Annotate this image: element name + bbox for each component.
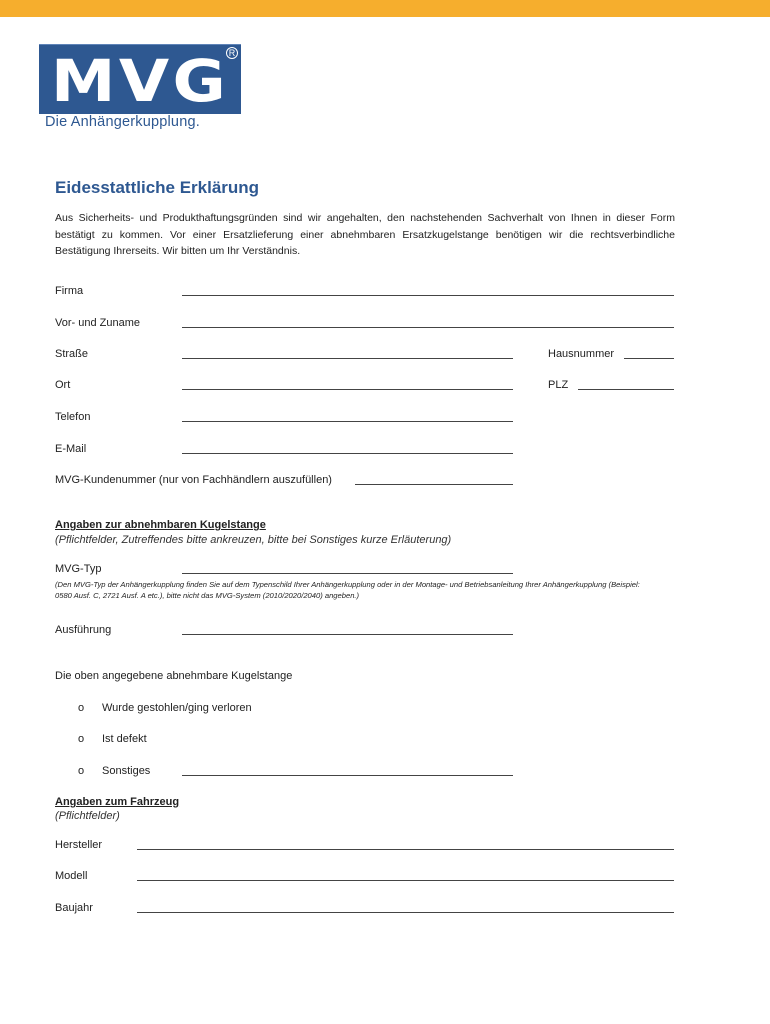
section-kugelstange-hint: (Pflichtfelder, Zutreffendes bitte ankreuzen, bitte bei Sonstiges kurze Erläuterung) bbox=[55, 534, 452, 546]
option-gestohlen: Wurde gestohlen/ging verloren bbox=[102, 702, 252, 714]
mvg-logo bbox=[39, 44, 241, 114]
option-defekt: Ist defekt bbox=[102, 733, 147, 745]
hausnummer-field[interactable] bbox=[624, 358, 674, 359]
email-field[interactable] bbox=[182, 453, 513, 454]
top-accent-bar bbox=[0, 0, 770, 17]
label-modell: Modell bbox=[55, 870, 88, 882]
registered-mark: R bbox=[226, 47, 238, 59]
label-email: E-Mail bbox=[55, 443, 87, 455]
mvg-typ-field[interactable] bbox=[182, 573, 513, 574]
name-field[interactable] bbox=[182, 327, 674, 328]
label-baujahr: Baujahr bbox=[55, 902, 93, 914]
label-telefon: Telefon bbox=[55, 411, 91, 423]
checkbox-defekt[interactable]: o bbox=[78, 733, 85, 745]
page-title: Eidesstattliche Erklärung bbox=[55, 178, 260, 197]
label-ort: Ort bbox=[55, 379, 71, 391]
checkbox-gestohlen[interactable]: o bbox=[78, 702, 85, 714]
hersteller-field[interactable] bbox=[137, 849, 674, 850]
kundennummer-field[interactable] bbox=[355, 484, 513, 485]
label-ausfuehrung: Ausführung bbox=[55, 624, 112, 636]
telefon-field[interactable] bbox=[182, 421, 513, 422]
modell-field[interactable] bbox=[137, 880, 674, 881]
option-sonstiges: Sonstiges bbox=[102, 765, 151, 777]
sonstiges-field[interactable] bbox=[182, 775, 513, 776]
logo-brand: MVG bbox=[50, 47, 230, 115]
strasse-field[interactable] bbox=[182, 358, 513, 359]
mvg-typ-note: (Den MVG-Typ der Anhängerkupplung finden Sie auf dem Typenschild Ihrer Anhängerkupplung oder in der Montage- und Betriebsanleitung Ihrer Anhängerkupplung (Beispiel: 0580 Ausf. C, 2721 Ausf. A etc.), bitte nicht das MVG-System (2010/2020/2040) angeben.) bbox=[55, 580, 640, 600]
section-kugelstange-heading: Angaben zur abnehmbaren Kugelstange bbox=[55, 519, 266, 531]
label-name: Vor- und Zuname bbox=[55, 317, 140, 329]
intro-paragraph: Aus Sicherheits- und Produkthaftungsgründen sind wir angehalten, den nachstehenden Sachverhalt von Ihnen in dieser Form bestätigt zu kommen. Vor einer Ersatzlieferung einer abnehmbaren Ersatzkugelstange benötigen wir die rechtsverbindliche Bestätigung Ihrerseits. Wir bitten um Ihr Verständnis. bbox=[55, 212, 675, 257]
baujahr-field[interactable] bbox=[137, 912, 674, 913]
label-kundennummer: MVG-Kundenummer (nur von Fachhändlern auszufüllen) bbox=[55, 474, 332, 486]
section-fahrzeug-hint: (Pflichtfelder) bbox=[55, 810, 120, 822]
label-hausnummer: Hausnummer bbox=[548, 348, 615, 360]
label-mvg-typ: MVG-Typ bbox=[55, 563, 102, 575]
label-strasse: Straße bbox=[55, 348, 89, 360]
plz-field[interactable] bbox=[578, 389, 674, 390]
label-firma: Firma bbox=[55, 285, 84, 297]
logo-tagline: Die Anhängerkupplung. bbox=[45, 114, 200, 130]
label-plz: PLZ bbox=[548, 379, 569, 391]
firma-field[interactable] bbox=[182, 295, 674, 296]
section-fahrzeug-heading: Angaben zum Fahrzeug bbox=[55, 796, 180, 808]
label-hersteller: Hersteller bbox=[55, 839, 103, 851]
kugelstange-question: Die oben angegebene abnehmbare Kugelstange bbox=[55, 670, 293, 682]
checkbox-sonstiges[interactable]: o bbox=[78, 765, 85, 777]
ort-field[interactable] bbox=[182, 389, 513, 390]
ausfuehrung-field[interactable] bbox=[182, 634, 513, 635]
